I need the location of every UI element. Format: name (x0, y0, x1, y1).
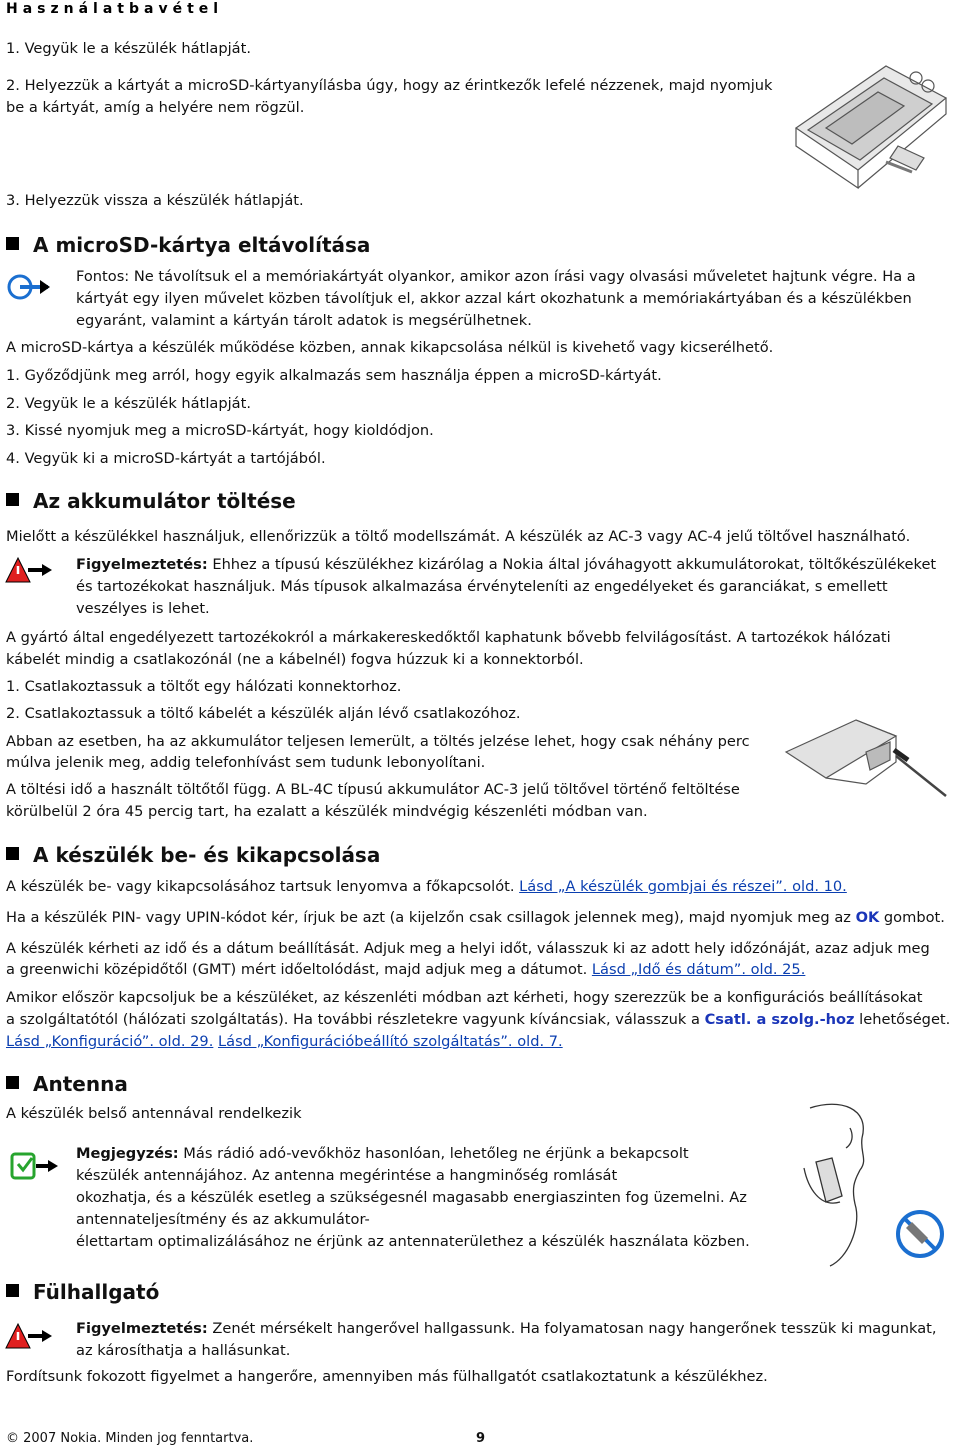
paragraph-text: Ha a készülék PIN- vagy UPIN-kódot kér, írjuk be azt (a kijelzőn csak csillagok jelennek meg), majd nyomjuk meg az (6, 909, 856, 926)
configuration-link[interactable]: Lásd „Konfiguráció”. old. 29. (6, 1033, 214, 1050)
note-text: élettartam optimalizálásához ne érjünk az antennaterülethez a készülék használata közben. (76, 1233, 750, 1250)
paragraph (6, 907, 945, 929)
paragraph-text: a greenwichi középidőtől (GMT) mért időeltolódást, majd adjuk meg a dátumot. (6, 961, 592, 978)
connect-service-option: Csatl. a szolg.-hoz (704, 1011, 855, 1028)
section-heading (6, 1071, 128, 1097)
config-service-link[interactable]: Lásd „Konfigurációbeállító szolgáltatás”. old. 7. (218, 1033, 563, 1050)
list-item: 1. Csatlakoztassuk a töltőt egy hálózati konnektorhoz. (6, 678, 402, 695)
paragraph: A microSD-kártya a készülék működése közben, annak kikapcsolása nélkül is kivehető vagy kicserélhető. (6, 339, 774, 356)
paragraph: kábelét mindig a csatlakozónál (ne a kábelnél) fogva húzzuk ki a konnektorból. (6, 651, 584, 668)
list-item: 1. Győződjünk meg arról, hogy egyik alkalmazás sem használja éppen a microSD-kártyát. (6, 367, 662, 384)
note-text: készülék antennájához. Az antenna megérintése a hangminőség romlását (76, 1167, 618, 1184)
section-heading (6, 1279, 159, 1305)
time-date-link[interactable]: Lásd „Idő és dátum”. old. 25. (591, 961, 806, 978)
paragraph: A készülék kérheti az idő és a dátum beállítását. Adjuk meg a helyi időt, válasszuk ki az adott hely időzónáját, azaz adjuk meg (6, 940, 930, 957)
section-title: A készülék be- és kikapcsolása (33, 843, 381, 867)
charger-illustration (786, 712, 954, 800)
paragraph (6, 959, 805, 981)
warning-text: veszélyes is lehet. (76, 600, 210, 617)
note-icon (6, 272, 52, 302)
warning-label: Figyelmeztetés: (76, 556, 208, 573)
section-title: Az akkumulátor töltése (33, 489, 296, 513)
warning-text: Zenét mérsékelt hangerővel hallgassunk. Ha folyamatosan nagy hangerőnek tesszük ki magunkat, (207, 1320, 937, 1337)
note-text: Ne távolítsuk el a memóriakártyát olyankor, amikor azon írási vagy olvasási műveletet hajtunk végre. Ha a (129, 268, 916, 285)
paragraph-text: a szolgáltatótól (hálózati szolgáltatás). Ha további részletekre vagyunk kíváncsiak, válasszuk a (6, 1011, 705, 1028)
section-title: Fülhallgató (33, 1280, 160, 1304)
page-header: Használatbavétel (6, 1, 224, 17)
paragraph: múlva jelenik meg, addig telefonhívást sem tudunk lebonyolítani. (6, 754, 486, 771)
paragraph: Abban az esetben, ha az akkumulátor teljesen lemerült, a töltés jelzése lehet, hogy csak néhány perc (6, 733, 750, 750)
ok-icon (10, 1150, 60, 1182)
list-item: 2. Csatlakoztassuk a töltő kábelét a készülék alján lévő csatlakozóhoz. (6, 705, 521, 722)
buttons-parts-link[interactable]: Lásd „A készülék gombjai és részei”. old. 10. (519, 878, 847, 895)
list-item: 2. Vegyük le a készülék hátlapját. (6, 395, 251, 412)
list-item: be a kártyát, amíg a helyére nem rögzül. (6, 99, 305, 116)
warning-icon (6, 1322, 52, 1352)
note-text: antennateljesítmény és az akkumulátor- (76, 1211, 370, 1228)
warning-text: Ehhez a típusú készülékhez kizárólag a Nokia által jóváhagyott akkumulátorokat, töltőkészülékeket (207, 556, 937, 573)
note-block (76, 1143, 770, 1253)
warning-text: az károsíthatja a hallásunkat. (76, 1342, 291, 1359)
paragraph (6, 876, 847, 898)
note-label: Fontos: (76, 268, 130, 285)
paragraph: A gyártó által engedélyezett tartozékokról a márkakereskedőktől kaphatunk bővebb felvilágosítást. A tartozékok hálózati (6, 629, 891, 646)
note-label: Megjegyzés: (76, 1145, 179, 1162)
copyright: © 2007 Nokia. Minden jog fenntartva. (6, 1431, 254, 1446)
list-item: 2. Helyezzük a kártyát a microSD-kártyanyílásba úgy, hogy az érintkezők lefelé nézzenek, majd nyomjuk (6, 77, 773, 94)
list-item: 1. Vegyük le a készülék hátlapját. (6, 40, 251, 57)
note-text: Más rádió adó-vevőkhöz hasonlóan, lehetőleg ne érjünk a bekapcsolt (178, 1145, 689, 1162)
section-heading (6, 232, 370, 258)
paragraph: körülbelül 2 óra 45 percig tart, ha ezalatt a készülék mindvégig készenléti módban van. (6, 803, 648, 820)
note-text: egyaránt, valamint a kártyán tárolt adatok is megsérülhetnek. (76, 312, 532, 329)
paragraph (6, 1031, 563, 1053)
list-item: 3. Helyezzük vissza a készülék hátlapját. (6, 192, 304, 209)
paragraph: A töltési idő a használt töltőtől függ. A BL-4C típusú akkumulátor AC-3 jelű töltővel történő feltöltése (6, 781, 740, 798)
warning-icon (6, 556, 52, 586)
warning-label: Figyelmeztetés: (76, 1320, 208, 1337)
paragraph (6, 1009, 950, 1031)
note-text: kártyát egy ilyen művelet közben távolítjuk el, akkor azzal kárt okozhatunk a memóriakártyában és a készülékben (76, 290, 912, 307)
paragraph: Fordítsunk fokozott figyelmet a hangerőre, amennyiben más fülhallgatót csatlakoztatunk a készülékhez. (6, 1368, 768, 1385)
section-title: Antenna (33, 1072, 128, 1096)
paragraph-text: A készülék be- vagy kikapcsolásához tartsuk lenyomva a főkapcsolót. (6, 878, 520, 895)
section-heading (6, 488, 296, 514)
section-heading (6, 842, 380, 868)
list-item: 3. Kissé nyomjuk meg a microSD-kártyát, hogy kioldódjon. (6, 422, 434, 439)
note-block (76, 266, 950, 332)
list-item: 4. Vegyük ki a microSD-kártyát a tartójából. (6, 450, 326, 467)
paragraph: A készülék belső antennával rendelkezik (6, 1105, 302, 1122)
paragraph: Mielőtt a készülékkel használjuk, ellenőrizzük a töltő modellszámát. A készülék az AC-3 vagy AC-4 jelű töltővel használható. (6, 528, 911, 545)
note-text: okozhatja, és a készülék esetleg a szükségesnél magasabb energiaszinten fog üzemelni. Az (76, 1189, 747, 1206)
antenna-touch-illustration (790, 1098, 956, 1268)
section-title: A microSD-kártya eltávolítása (33, 233, 371, 257)
warning-block (76, 554, 950, 620)
warning-block (76, 1318, 950, 1362)
ok-key-label: OK (855, 909, 880, 926)
phone-microsd-illustration (786, 58, 954, 188)
warning-text: és tartozékokat használjuk. Más típusok alkalmazása érvényteleníti az engedélyeket és garanciákat, s emellett (76, 578, 888, 595)
paragraph-text: lehetőséget. (854, 1011, 951, 1028)
page-number: 9 (476, 1431, 486, 1446)
paragraph: Amikor először kapcsoljuk be a készüléket, az készenléti módban azt kérheti, hogy szerezzük be a konfigurációs beállításokat (6, 989, 923, 1006)
paragraph-text: gombot. (879, 909, 945, 926)
